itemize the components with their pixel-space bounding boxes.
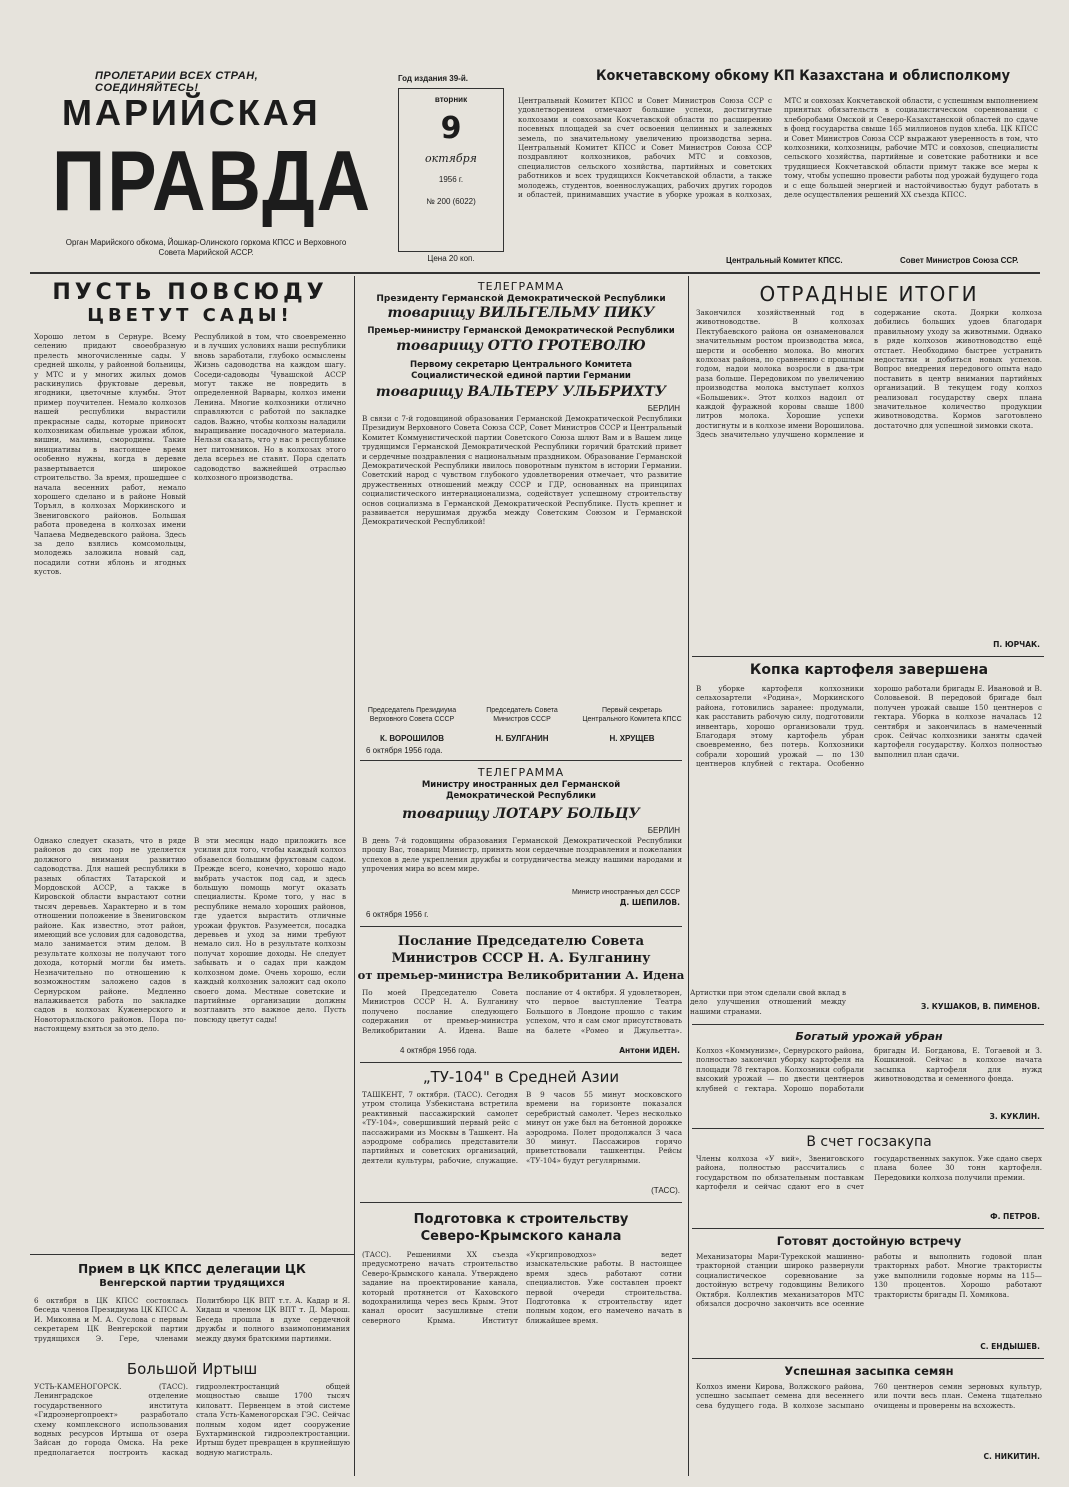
tu104-source: (ТАСС). (651, 1186, 680, 1195)
month: октября (425, 152, 477, 165)
telegram1-sig2-title: Председатель Совета Министров СССР (486, 707, 558, 723)
tu104-text: ТАШКЕНТ, 7 октября. (ТАСС). Сегодня утром столица Узбекистана встретила реактивный пассажирский самолет «ТУ-104», совершивший первый рейс с пассажирами из Москвы в Ташкент. На аэродроме собрались представители партийных и советских организаций, деятели культуры, рабочие, служащие. В 9 часов 55 минут московского времени на горизонте показался серебристый самолет. Через несколько минут он уже был на бетонной дорожке аэродрома. Полет продолжался 3 часа 30 минут. Пассажиров горячо приветствовали ташкентцы. Рейсы «ТУ-104» будут регулярными. (362, 1090, 682, 1165)
hungary-text: 6 октября в ЦК КПСС состоялась беседа членов Президиума ЦК КПСС А. И. Микояна и М. А. Суслова с первым секретарем ЦК Венгерской партии трудящихся Э. Гере, членами Политбюро ЦК ВПТ т.т. А. Кадар и Я. Хидаш и членом ЦК ВПТ т. Д. Марош. Беседа прошла в духе сердечной дружбы и полного взаимопонимания между двумя братскими партиями. (34, 1296, 350, 1343)
potatoes-headline: Копка картофеля завершена (749, 662, 989, 678)
eden-sign: Антони ИДЕН. (619, 1046, 680, 1055)
telegram2-date: 6 октября 1956 г. (366, 910, 429, 919)
meeting-rule (692, 1228, 1044, 1229)
telegram1-sig1-name: К. ВОРОШИЛОВ (380, 734, 444, 743)
meeting-text: Механизаторы Мари-Турекской машинно-тракторной станции широко развернули социалистическое соревнование за достойную встречу годовщины Великого Октября. Коллектив механизаторов МТС обязался досрочно закончить все осенние работы и выполнить годовой план тракторных работ. Многие трактористы уже выполнили годовые нормы на 115—130 процентов. Хорошо работают трактористы бригады П. Хомякова. (696, 1252, 1042, 1309)
eden-rule (360, 926, 682, 927)
procurement-rule (692, 1128, 1044, 1129)
col-rule-1 (354, 276, 355, 1476)
telegram2-label: ТЕЛЕГРАММА (477, 766, 565, 779)
potatoes-author: З. КУШАКОВ, В. ПИМЕНОВ. (921, 1002, 1040, 1011)
kokchetav-sig-right: Совет Министров Союза ССР. (900, 256, 1019, 265)
telegram1-text: В связи с 7-й годовщиной образования Германской Демократической Республики Президиум Верховного Совета Союза ССР, Совет Министров СССР и Центральный Комитет Коммунистической партии Советского Союза шлют Вам и в Вашем лице трудящимся Германской Демократической Республики горячий братский привет и сердечные поздравления с национальным праздником. Образование Германской Демократической Республики явилось поворотным пунктом в истории Германии. Советский народ с чувством глубокого удовлетворения отмечает, что развитие дружественных отношений между СССР и ГДР, основанных на принципах социалистического интернационализма, содействует успешному строительству основ социализма в Германской Демократической Республике. Пусть крепнет и развивается нерушимая дружба между Советским Союзом и Германской Демократической Республикой! (362, 414, 682, 527)
harvest-author: З. КУКЛИН. (989, 1112, 1040, 1121)
telegram1-name3: товарищу ВАЛЬТЕРУ УЛЬБРИХТУ (375, 384, 667, 400)
date-year: 1956 г. (438, 175, 464, 184)
harvest-rule (692, 1024, 1044, 1025)
gardens-headline-1: ПУСТЬ ПОВСЮДУ (52, 280, 328, 305)
procurement-text: Члены колхоза «У вий», Звениговского района, полностью рассчитались с государством по обязательным поставкам картофеля и сейчас сдают его в счет государственных закупок. Уже сдано сверх плана более 30 тонн картофеля. Передовики колхоза получили премии. (696, 1154, 1042, 1192)
telegram1-place: БЕРЛИН (647, 404, 680, 413)
results-author: П. ЮРЧАК. (993, 640, 1040, 649)
telegram1-sig3-name: Н. ХРУЩЕВ (609, 734, 655, 743)
gardens-col-1: Хорошо летом в Сернуре. Всему селению придают своеобразную прелесть многочисленные сады. У средней школы, у районной больницы, у МТС и у многих жилых домов раскинулись фруктовые деревья, ягодники, цветочные клумбы. Этот пример поучителен. Немало колхозов нашей республики вырастили прекрасные сады, которые приносят колхозникам обильные урожаи яблок, вишни, малины, смородины. Такие инициативы в настоящее время особенно нужны, когда в деревне развертывается широкое строительство. За время, прошедшее с начала весенних работ, немало хорошего сделано и в районе Новый Торъял, в колхозах Моркинского и Звениговского районов. Большая работа проведена в колхозах имени Чапаева Медведевского района. Здесь за дело взялись комсомольцы, молодежь заложила новый сад, посадили сотни яблонь и ягодных кустов. (34, 332, 186, 577)
canal-rule (360, 1202, 682, 1203)
title-main-wrap (52, 132, 373, 232)
telegram2-text: В день 7-й годовщины образования Германской Демократической Республики прошу Вас, товарищ Министр, принять мои сердечные поздравления и пожелания успехов в деле укрепления дружбы и сотрудничества между нашими народами и упрочения мира во всем мире. (362, 836, 682, 874)
kokchetav-text: Центральный Комитет КПСС и Совет Министров Союза ССР с удовлетворением отмечают большие успехи, достигнутые колхозами и совхозами Кокчетавской области по расширению посевных площадей за счет освоения целинных и залежных земель, по значительному увеличению производства зерна. Центральный Комитет КПСС и Совет Министров Союза ССР поздравляют колхозников, рабочих МТС и совхозов, специалистов сельского хозяйства, партийных и советских работников и всех трудящихся Кокчетавской области, а также молодежь, студентов, военнослужащих, рабочих других городов и областей, принимавших участие в уборке урожая в колхозах, МТС и совхозах Кокчетавской области, с успешным выполнением принятых обязательств в социалистическом соревновании с хлеборобами Омской и Северо-Казахстанской областей по сдаче в фонд государства свыше 165 миллионов пудов хлеба. ЦК КПСС и Совет Министров Союза ССР выражают уверенность в том, что колхозники, колхозницы, рабочие МТС и совхозов, специалисты сельского хозяйства, партийные и советские работники и все трудящиеся Кокчетавской области примут также все меры к тому, чтобы успешно провести работы под урожай будущего года и с еще большей энергией и настойчивостью будут работать в деле осуществления решений XX съезда КПСС. (518, 96, 1038, 200)
col-rule-2 (688, 276, 689, 1476)
results-text: Закончился хозяйственный год в животноводстве. В колхозах Пектубаевского района он ознаменовался значительным ростом производства мяса, шерсти и особенно молока. Во многих колхозах района, по сравнению с прошлым годом, надои молока возросли в два-три раза больше. Передовиком по увеличению производства молока выступает колхоз «Большевик». Этот колхоз надоил от каждой фуражной коровы свыше 1800 литров молока. Хорошие успехи достигнуты и в колхозе имени Ворошилова. Здесь значительно улучшено кормление и содержание скота. Доярки колхоза добились больших удоев благодаря правильному уходу за животными. Однако в ряде колхозов животноводство ещё отстает. Необходимо быстрее устранить недостатки и добиться новых успехов. Вопрос внедрения передового опыта надо поставить в центр внимания партийных организаций. В текущем году колхоз реализовал государству сверх плана значительное количество продукции животноводства. Кормов заготовлено достаточно для успешной зимовки скота. (696, 308, 1042, 440)
gardens-headline-2: ЦВЕТУТ САДЫ! (87, 305, 293, 326)
results-headline: ОТРАДНЫЕ ИТОГИ (759, 282, 979, 306)
kokchetav-sig-left: Центральный Комитет КПСС. (726, 256, 843, 265)
hungary-headline-1: Прием в ЦК КПСС делегации ЦК (78, 1262, 306, 1276)
tu104-headline: „ТУ-104" в Средней Азии (422, 1068, 620, 1086)
hungary-headline-2: Венгерской партии трудящихся (99, 1278, 285, 1289)
canal-headline-2: Северо-Крымского канала (420, 1229, 622, 1244)
irtysh-headline: Большой Иртыш (126, 1360, 258, 1378)
telegram1-addr3: Первому секретарю Центрального Комитета Социалистической единой партии Германии (410, 360, 632, 381)
procurement-author: Ф. ПЕТРОВ. (990, 1212, 1040, 1221)
eden-headline-1: Послание Председателю Совета (397, 934, 645, 949)
title-main: ПРАВДА (52, 133, 373, 229)
eden-date: 4 октября 1956 года. (400, 1046, 477, 1055)
telegram1-name2: товарищу ОТТО ГРОТЕВОЛЮ (396, 338, 646, 354)
telegram2-addr: Министру иностранных дел Германской Демократической Республики (421, 780, 621, 801)
telegram1-addr1: Президенту Германской Демократической Республики (376, 294, 666, 304)
year-label: Год издания 39-й. (398, 74, 468, 83)
weekday: вторник (434, 95, 468, 104)
telegram2-sig-title: Министр иностранных дел СССР (571, 889, 680, 896)
irtysh-text: УСТЬ-КАМЕНОГОРСК. (ТАСС). Ленинградское отделение государственного института «Гидроэнергопроект» разработало схему комплексного использования водных ресурсов Иртыша от озера Зайсан до города Омска. На реке предполагается построить каскад гидроэлектростанций общей мощностью свыше 1700 тысяч киловатт. Первенцем в этой системе стала Усть-Каменогорская ГЭС. Сейчас полным ходом идет сооружение Бухтарминской гидроэлектростанции. Иртыш будет превращен в крупнейшую водную магистраль. (34, 1382, 350, 1457)
eden-headline-3: от премьер-министра Великобритании А. Идена (357, 968, 685, 982)
telegram1-sig3-title: Первый секретарь Центрального Комитета КПСС (582, 707, 682, 723)
canal-headline-1: Подготовка к строительству (413, 1212, 629, 1227)
organ-line: Орган Марийского обкома, Йошкар-Олинского горкома КПСС и Верховного Совета Марийской АССР. (65, 238, 347, 257)
slogan: ПРОЛЕТАРИИ ВСЕХ СТРАН, СОЕДИНЯЙТЕСЬ! (95, 70, 259, 94)
price: Цена 20 коп. (427, 254, 475, 263)
procurement-headline: В счет госзакупа (806, 1134, 932, 1150)
gardens-col-4: В эти месяцы надо приложить все усилия для того, чтобы каждый колхоз обзавелся большим фруктовым садом. Прежде всего, конечно, хорошо надо выбрать участок под сад, и здесь большую помощь могут оказать специалисты. Кроме того, у нас в республике немало хороших районов, где удается вырастить отличные урожаи фруктов. Разумеется, посадка деревьев и уход за ними требуют немало сил. Но в результате колхозы получат хорошие доходы. Не следует забывать и о садах при каждом колхозном доме. Очень хорошо, если каждый колхозник заложит сад около своего дома. Местные советские и партийные организации должны возглавить это важное дело. Пусть повсюду цветут сады! (194, 836, 346, 1024)
telegram1-label: ТЕЛЕГРАММА (477, 280, 565, 293)
hungary-rule (30, 1254, 354, 1255)
telegram2-sig-name: Д. ШЕПИЛОВ. (619, 898, 680, 907)
seeds-text: Колхоз имени Кирова, Волжского района, успешно засыпает семена для весеннего сева будущего года. В колхозе засыпано 760 центнеров семян зерновых культур, или почти весь план. Семена тщательно очищены и проверены на всхожесть. (696, 1382, 1042, 1410)
telegram2-name: товарищу ЛОТАРУ БОЛЬЦУ (402, 806, 640, 822)
telegram1-sig1-title: Председатель Президиума Верховного Совета СССР (367, 707, 457, 723)
seeds-author: С. НИКИТИН. (983, 1452, 1040, 1461)
potatoes-rule (692, 656, 1044, 657)
telegram1-date: 6 октября 1956 года. (366, 746, 443, 755)
gardens-col-2: Однако следует сказать, что в ряде районов до сих пор не уделяется должного внимания развитию садоводства. Для нашей республики в разных областях Татарской и Мордовской АССР, а также в Кировской области вырастают сотни тысяч деревьев. Характерно и в том отношении положение в Звениговском районе. Как известно, этот район, имеющий все условия для садоводства, мало занимается этим делом. В результате колхозы не получают того дохода, который могли бы иметь. Незначительно по отношению к возможностям заложено садов в Сернурском районе. Медленно налаживается работа по закладке садов в колхозах Куженерского и Новоторъяльского районов. Пора по-настоящему взяться за это дело. (34, 836, 186, 1034)
title-top: МАРИЙСКАЯ (62, 92, 321, 133)
seeds-headline: Успешная засыпка семян (784, 1364, 954, 1378)
canal-text: (ТАСС). Решениями XX съезда предусмотрено начать строительство Северо-Крымского канала. Утверждено задание на проектирование канала, который протянется от Каховского водохранилища через весь Крым. Этот канал оросит засушливые степи северного Крыма. Институт «Укргипроводхоз» ведет изыскательские работы. В настоящее время здесь работают сотни специалистов. Уже составлен проект первой очереди строительства. Подготовка к строительству идет полным ходом, его намечено начать в ближайшее время. (362, 1250, 682, 1325)
meeting-headline: Готовят достойную встречу (776, 1234, 962, 1248)
harvest-headline: Богатый урожай убран (795, 1030, 943, 1043)
telegram2-place: БЕРЛИН (647, 826, 680, 835)
telegram1-addr2: Премьер-министру Германской Демократической Республики (367, 326, 675, 336)
tu104-rule (360, 1062, 682, 1063)
telegram2-rule (360, 760, 682, 761)
kokchetav-headline: Кокчетавскому обкому КП Казахстана и облисполкому (596, 68, 1010, 84)
telegram1-sig2-name: Н. БУЛГАНИН (495, 734, 549, 743)
telegram1-name1: товарищу ВИЛЬГЕЛЬМУ ПИКУ (387, 305, 655, 321)
eden-headline-2: Министров СССР Н. А. Булганину (391, 951, 651, 966)
harvest-text: Колхоз «Коммунизм», Сернурского района, полностью закончил уборку картофеля на площади 78 гектаров. Колхозники собрали высокий урожай — по двести центнеров клубней с гектара. Хорошо поработали бригады И. Богданова, Е. Тогаевой и З. Кошкиной. Сейчас в колхозе начата засыпка картофеля для нужд животноводства и семенного фонда. (696, 1046, 1042, 1093)
potatoes-text: В уборке картофеля колхозники сельхозартели «Родина», Моркинского района, готовились заранее: продумали, как расставить рабочую силу, подготовили инвентарь, хорошо организовали труд. Благодаря этому картофель убран своевременно, без потерь. Колхозники собрали хороший урожай — по 130 центнеров клубней с гектара. Особенно хорошо работали бригады Е. Ивановой и В. Соловьевой. В передовой бригаде был получен урожай свыше 150 центнеров с гектара. Уборка в колхозе началась 12 сентября и закончилась в намеченный срок. Сейчас колхозники заняты сдачей картофеля государству. Колхоз полностью выполнил план сдачи. (696, 684, 1042, 769)
masthead-rule (30, 272, 1040, 274)
eden-text: По моей Председателю Совета Министров СССР Н. А. Булганину получено послание следующего содержания от премьер-министра Великобритании А. Идена. Ваше послание от 4 октября. Я удовлетворен, что первое выступление Театра Большого в Лондоне прошло с таким успехом, что я сам смог присутствовать на балете «Ромео и Джульетта». Артистки при этом сделали свой вклад в дело улучшения отношений между нашими странами. (362, 988, 846, 1035)
day: 9 (440, 111, 462, 146)
seeds-rule (692, 1358, 1044, 1359)
issue-number: № 200 (6022) (426, 197, 476, 206)
date-box (398, 88, 504, 252)
gardens-col-3: Республикой в том, что своевременно и в лучших условиях наши республики вновь заработали, глубоко осмыслены Жизнь садоводства на каждом шагу. Соседи-садоводы Чувашской АССР могут также не повредить в определенной Варвары, колхоз имени Ленина. Многие колхозники отлично справляются с работой по закладке садов. Важно, чтобы колхозы наладили выращивание посадочного материала. Нельзя сказать, что у нас в республике нет питомников. Но в колхозах этого дела всерьез не ставят. Пора сделать садоводство важнейшей отраслью колхозного производства. (194, 332, 346, 483)
meeting-author: С. ЕНДЫШЕВ. (980, 1342, 1040, 1351)
